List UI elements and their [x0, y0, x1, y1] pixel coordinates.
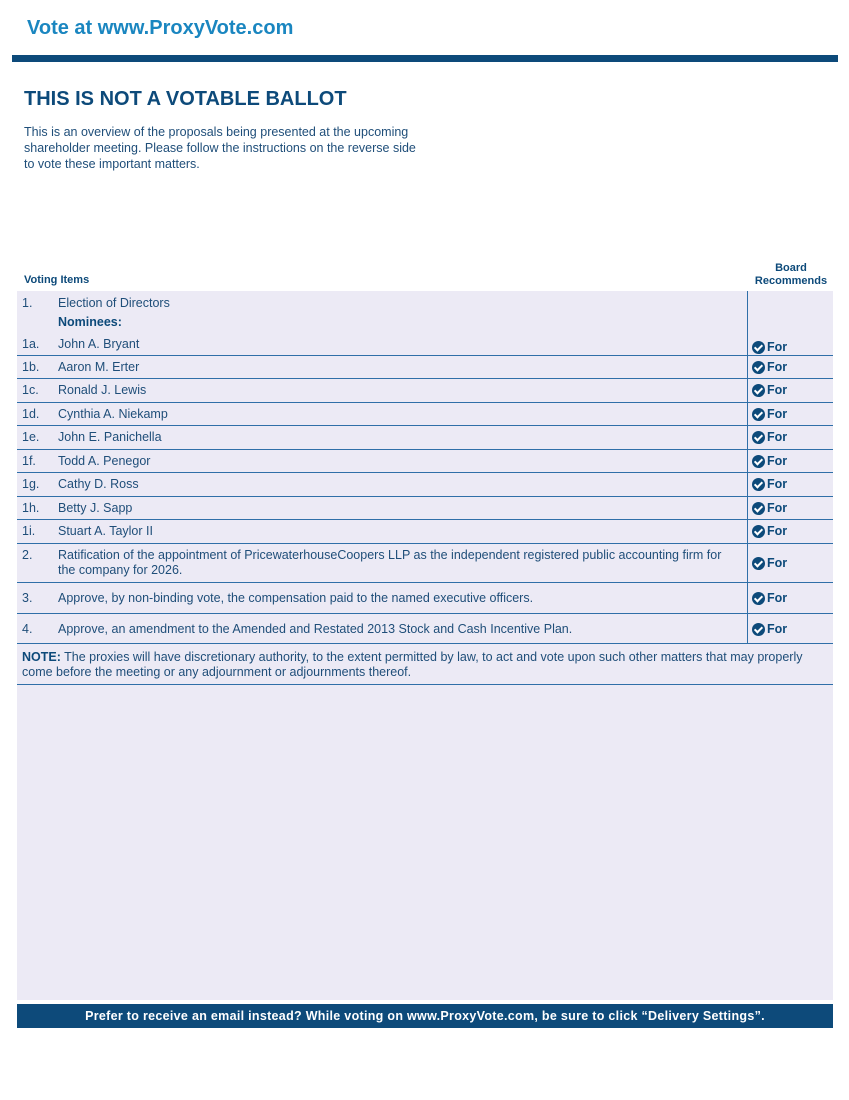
item-text: Approve, by non-binding vote, the compensation paid to the named executive officers.: [58, 591, 534, 605]
item-number: 1i.: [22, 524, 36, 538]
recommendation-for: [752, 591, 787, 605]
item-row-1: [17, 291, 833, 336]
recommendation-for: [752, 622, 787, 636]
check-circle-icon: [752, 502, 765, 515]
item-number: 1c.: [22, 383, 39, 397]
item-row-1f: [17, 450, 833, 473]
recommendation-cell: [747, 520, 833, 543]
recommendation-for: [752, 477, 787, 491]
check-circle-icon: [752, 361, 765, 374]
recommendation-label: For: [767, 383, 788, 397]
item-row-1e: [17, 426, 833, 450]
recommendation-for: [752, 501, 787, 515]
nominee-name: John A. Bryant: [58, 337, 140, 351]
recommendation-cell: [747, 614, 833, 643]
item-number: 1.: [22, 296, 33, 310]
board-recommends-header: Board Recommends: [754, 262, 828, 287]
nominee-name: Aaron M. Erter: [58, 360, 140, 374]
recommendation-cell: [747, 426, 833, 449]
recommendation-label: For: [767, 340, 788, 354]
nominee-name: Ronald J. Lewis: [58, 383, 147, 397]
item-number: 1h.: [22, 501, 40, 515]
recommendation-label: For: [767, 477, 788, 491]
item-row-1d: [17, 403, 833, 426]
item-row-1h: [17, 497, 833, 520]
recommendation-label: For: [767, 360, 788, 374]
nominee-name: Betty J. Sapp: [58, 501, 133, 515]
check-circle-icon: [752, 341, 765, 354]
recommendation-cell: [747, 544, 833, 582]
note-text: The proxies will have discretionary authority, to the extent permitted by law, to act and vote upon such other matters that may properly come before the meeting or any adjournment or adjournments thereof.: [22, 650, 803, 679]
nominees-subheading: Nominees:: [58, 315, 122, 329]
item-number: 1b.: [22, 360, 40, 374]
item-text: Approve, an amendment to the Amended and Restated 2013 Stock and Cash Incentive Plan.: [58, 622, 573, 636]
recommendation-label: For: [767, 430, 788, 444]
recommendation-label: For: [767, 622, 788, 636]
recommendation-for: [752, 430, 787, 444]
header-divider: [12, 55, 838, 62]
recommendation-cell: [747, 379, 833, 402]
item-row-1i: [17, 520, 833, 544]
item-row-1g: [17, 473, 833, 497]
note-label: NOTE:: [22, 650, 61, 664]
check-circle-icon: [752, 478, 765, 491]
item-number: 2.: [22, 548, 33, 562]
check-circle-icon: [752, 455, 765, 468]
item-number: 4.: [22, 622, 33, 636]
check-circle-icon: [752, 623, 765, 636]
delivery-settings-footer: Prefer to receive an email instead? While voting on www.ProxyVote.com, be sure to click “Delivery Settings”.: [17, 1004, 833, 1028]
recommendation-cell: [747, 291, 833, 336]
proxyvote-header-link[interactable]: Vote at www.ProxyVote.com: [27, 17, 294, 39]
recommendation-cell: [747, 336, 833, 355]
recommendation-cell: [747, 356, 833, 378]
nominee-name: Cathy D. Ross: [58, 477, 139, 491]
nominee-name: Stuart A. Taylor II: [58, 524, 153, 538]
check-circle-icon: [752, 525, 765, 538]
recommendation-label: For: [767, 524, 788, 538]
item-row-4: [17, 614, 833, 644]
recommendation-for: [752, 524, 787, 538]
recommendation-for: [752, 454, 787, 468]
recommendation-label: For: [767, 556, 788, 570]
recommendation-for: [752, 407, 787, 421]
check-circle-icon: [752, 408, 765, 421]
item-number: 1a.: [22, 337, 40, 351]
item-number: 1f.: [22, 454, 36, 468]
recommendation-for: [752, 360, 787, 374]
check-circle-icon: [752, 384, 765, 397]
recommendation-for: [752, 340, 787, 354]
item-text: Election of Directors: [58, 296, 170, 310]
page-title: THIS IS NOT A VOTABLE BALLOT: [24, 88, 347, 110]
recommendation-label: For: [767, 407, 788, 421]
recommendation-cell: [747, 473, 833, 496]
recommendation-cell: [747, 583, 833, 613]
recommendation-label: For: [767, 454, 788, 468]
recommendation-label: For: [767, 501, 788, 515]
item-number: 1g.: [22, 477, 40, 491]
recommendation-for: [752, 383, 787, 397]
nominee-name: Cynthia A. Niekamp: [58, 407, 168, 421]
check-circle-icon: [752, 557, 765, 570]
voting-items-header: Voting Items: [24, 274, 90, 286]
item-number: 1d.: [22, 407, 40, 421]
item-row-2: [17, 544, 833, 583]
recommendation-cell: [747, 403, 833, 425]
check-circle-icon: [752, 431, 765, 444]
nominee-name: John E. Panichella: [58, 430, 162, 444]
recommendation-cell: [747, 497, 833, 519]
item-number: 1e.: [22, 430, 40, 444]
item-row-3: [17, 583, 833, 614]
nominee-name: Todd A. Penegor: [58, 454, 151, 468]
item-row-1c: [17, 379, 833, 403]
intro-text: This is an overview of the proposals being presented at the upcoming shareholder meeting. Please follow the instructions on the reverse side to vote these important matters.: [24, 125, 416, 171]
recommendation-cell: [747, 450, 833, 472]
recommendation-for: [752, 556, 787, 570]
item-row-1b: [17, 356, 833, 379]
check-circle-icon: [752, 592, 765, 605]
item-text: Ratification of the appointment of PricewaterhouseCoopers LLP as the independent registered public accounting firm for the company for 2026.: [58, 548, 722, 577]
item-row-1a: [17, 336, 833, 356]
item-number: 3.: [22, 591, 33, 605]
note-paragraph: [17, 644, 833, 685]
recommendation-label: For: [767, 591, 788, 605]
